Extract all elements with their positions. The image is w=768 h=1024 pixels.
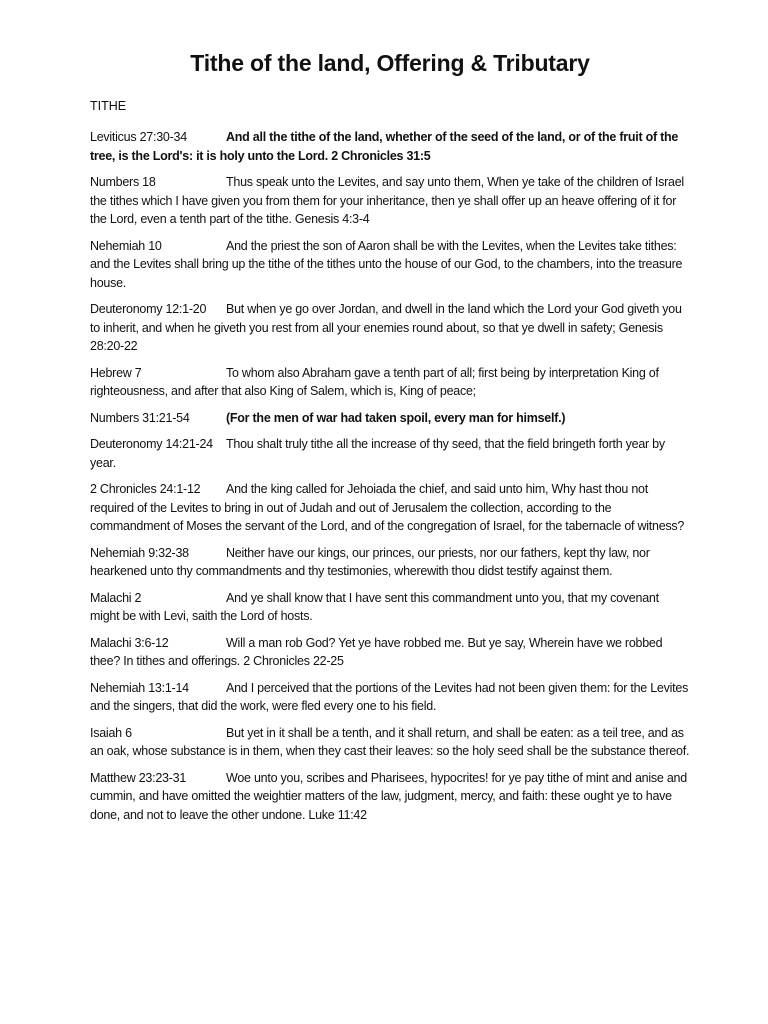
verse-entry (90, 480, 690, 536)
verse-entry (90, 237, 690, 293)
verse-reference: Nehemiah 13:1-14 (90, 680, 189, 695)
verse-text: Thou shalt truly tithe all the increase of thy seed, that the field bringeth forth year by year. (90, 437, 665, 470)
verse-reference: Malachi 2 (90, 590, 142, 605)
verse-entry (90, 724, 690, 761)
entry-list (90, 128, 690, 824)
verse-reference: Hebrew 7 (90, 365, 142, 380)
verse-text: To whom also Abraham gave a tenth part of all; first being by interpretation King of righteousness, and after that also King of Salem, which is, King of peace; (90, 365, 659, 398)
verse-text: Woe unto you, scribes and Pharisees, hypocrites! for ye pay tithe of mint and anise and cummin, and have omitted the weightier matters of the law, judgment, mercy, and faith: these ought ye to have done, and not to leave the other undone. Luke 11:42 (90, 770, 687, 822)
verse-text: And I perceived that the portions of the Levites had not been given them: for the Levites and the singers, that did the work, were fled every one to his field. (90, 680, 689, 713)
verse-reference: Nehemiah 9:32-38 (90, 545, 189, 560)
verse-entry (90, 435, 690, 472)
verse-reference: Deuteronomy 14:21-24 (90, 437, 213, 451)
section-heading: TITHE (90, 99, 127, 113)
verse-entry (90, 589, 690, 626)
verse-entry (90, 300, 690, 356)
document-page (90, 50, 690, 832)
verse-entry (90, 679, 690, 716)
verse-entry (90, 634, 690, 671)
verse-text: (For the men of war had taken spoil, every man for himself.) (226, 410, 566, 425)
verse-text: Thus speak unto the Levites, and say unto them, When ye take of the children of Israel the tithes which I have given you from them for your inheritance, then ye shall offer up an heave offering of it for the Lord, even a tenth part of the tithe. Genesis 4:3-4 (90, 175, 684, 226)
verse-entry (90, 544, 690, 581)
verse-entry (90, 409, 690, 428)
verse-reference: Isaiah 6 (90, 725, 132, 740)
verse-reference: 2 Chronicles 24:1-12 (90, 482, 201, 496)
verse-text: And ye shall know that I have sent this commandment unto you, that my covenant might be with Levi, saith the Lord of hosts. (90, 590, 659, 623)
verse-reference: Nehemiah 10 (90, 238, 162, 253)
verse-entry (90, 364, 690, 401)
verse-reference: Deuteronomy 12:1-20 (90, 302, 207, 316)
verse-reference: Numbers 31:21-54 (90, 410, 190, 425)
page-title: Tithe of the land, Offering & Tributary (190, 50, 590, 76)
verse-reference: Numbers 18 (90, 175, 156, 189)
verse-text: Will a man rob God? Yet ye have robbed me. But ye say, Wherein have we robbed thee? In tithes and offerings. 2 Chronicles 22-25 (90, 635, 663, 668)
verse-entry (90, 173, 690, 229)
verse-reference: Matthew 23:23-31 (90, 770, 187, 785)
verse-text: And the priest the son of Aaron shall be with the Levites, when the Levites take tithes: and the Levites shall bring up the tithe of the tithes unto the house of our God, to the chambers, into the treasure house. (90, 238, 683, 290)
verse-reference: Leviticus 27:30-34 (90, 130, 187, 144)
verse-reference: Malachi 3:6-12 (90, 635, 169, 650)
verse-entry (90, 128, 690, 165)
verse-text: But yet in it shall be a tenth, and it shall return, and shall be eaten: as a teil tree, and as an oak, whose substance is in them, when they cast their leaves: so the holy seed shall be the substance thereof. (90, 725, 690, 758)
verse-text: And all the tithe of the land, whether of the seed of the land, or of the fruit of the tree, is the Lord's: it is holy unto the Lord. 2 Chronicles 31:5 (90, 130, 679, 163)
verse-text: And the king called for Jehoiada the chief, and said unto him, Why hast thou not required of the Levites to bring in out of Judah and out of Jerusalem the collection, according to the commandment of Moses the servant of the Lord, and of the congregation of Israel, for the tabernacle of witness? (90, 482, 685, 533)
verse-text: But when ye go over Jordan, and dwell in the land which the Lord your God giveth you to inherit, and when he giveth you rest from all your enemies round about, so that ye dwell in safety; Genesis 28:20-22 (90, 302, 682, 353)
verse-text: Neither have our kings, our princes, our priests, nor our fathers, kept thy law, nor hearkened unto thy commandments and thy testimonies, wherewith thou didst testify against them. (90, 545, 650, 578)
verse-entry (90, 769, 690, 825)
